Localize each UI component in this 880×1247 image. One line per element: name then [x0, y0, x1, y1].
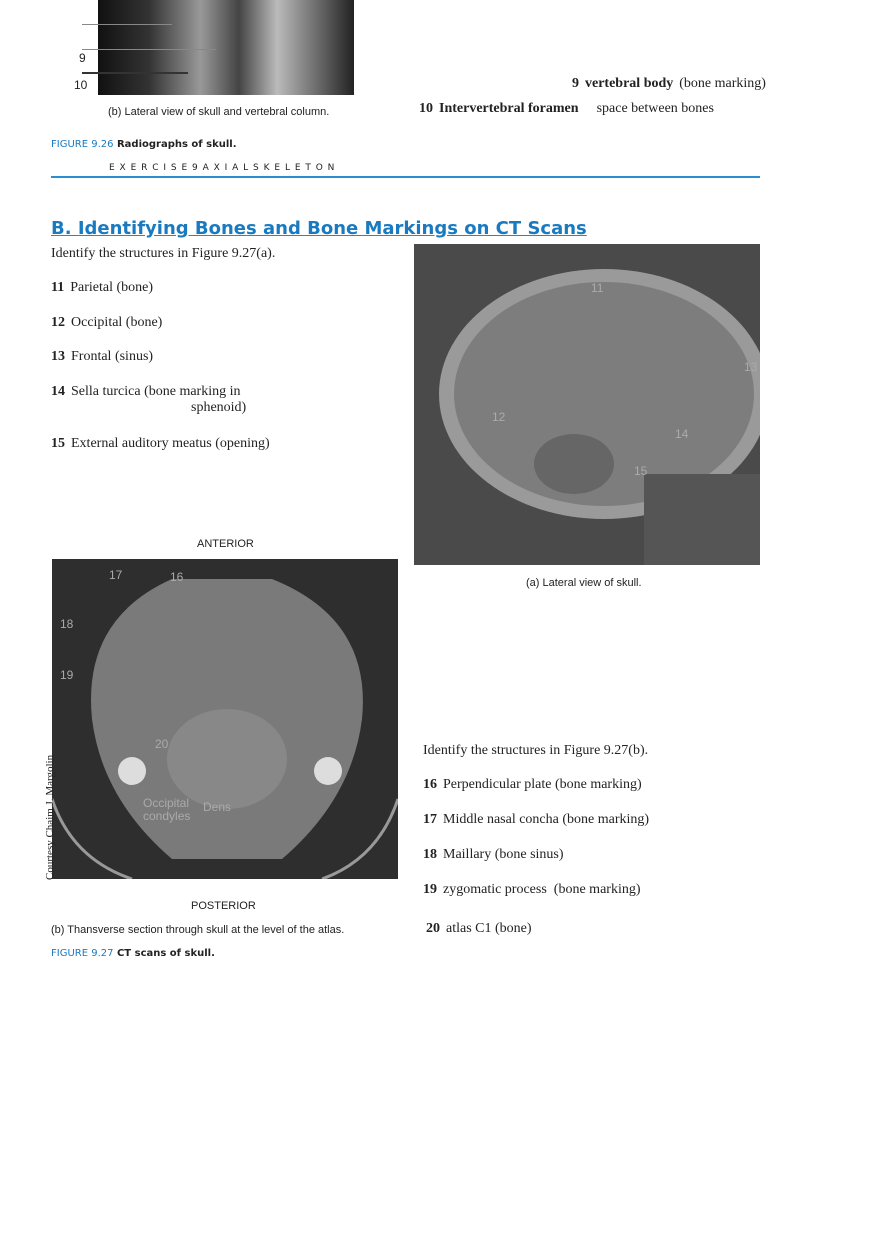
part-a-intro: Identify the structures in Figure 9.27(a).	[51, 246, 276, 261]
section-title: B. Identifying Bones and Bone Markings on CT Scans	[51, 218, 587, 239]
answer-19: 19 zygomatic process (bone marking)	[423, 882, 641, 897]
caption-9-26b: (b) Lateral view of skull and vertebral column.	[108, 106, 330, 118]
running-header: E X E R C I S E 9 A X I A L S K E L E T O N	[109, 163, 336, 173]
answer-13: 13 Frontal (sinus)	[51, 349, 154, 364]
image-label-17: 17	[109, 568, 123, 582]
dens-label: Dens	[203, 800, 232, 814]
answer-12: 12 Occipital (bone)	[51, 315, 163, 330]
skull-shape	[414, 244, 760, 565]
image-label-11: 11	[591, 281, 604, 295]
caption-9-27a: (a) Lateral view of skull.	[526, 577, 642, 589]
leader-line	[82, 72, 188, 74]
answer-9: 9 vertebral body (bone marking)	[572, 76, 766, 91]
radiograph-lateral-image	[98, 0, 354, 95]
label-10: 10	[74, 78, 88, 92]
answer-18: 18 Maillary (bone sinus)	[423, 847, 564, 862]
answer-15: 15 External auditory meatus (opening)	[51, 436, 270, 451]
posterior-label: POSTERIOR	[191, 900, 256, 912]
image-label-13: 13	[744, 360, 758, 374]
leader-line	[82, 49, 216, 50]
answer-17: 17 Middle nasal concha (bone marking)	[423, 812, 650, 827]
part-b-intro: Identify the structures in Figure 9.27(b).	[423, 743, 649, 758]
ct-transverse-image	[52, 559, 398, 879]
image-label-16: 16	[170, 570, 184, 584]
label-9: 9	[79, 51, 86, 65]
image-label-20: 20	[155, 737, 169, 751]
ct-lateral-skull-image	[414, 244, 760, 565]
occipital-condyles-label: Occipital condyles	[143, 796, 191, 823]
image-credit: Courtesy Chaim J. Margolin	[44, 754, 56, 880]
answer-10: 10 Intervertebral foramen space between bones	[419, 101, 714, 116]
image-label-19: 19	[60, 668, 74, 682]
image-label-15: 15	[634, 464, 648, 478]
anterior-label: ANTERIOR	[197, 538, 254, 550]
figure-9-27-caption: FIGURE 9.27 CT scans of skull.	[51, 948, 215, 959]
image-label-12: 12	[492, 410, 506, 424]
transverse-section-shape	[52, 559, 398, 879]
header-rule	[51, 176, 760, 178]
figure-9-26-caption: FIGURE 9.26 Radiographs of skull.	[51, 139, 237, 150]
answer-14: 14 Sella turcica (bone marking in sphenoid)	[51, 384, 247, 415]
leader-line	[82, 24, 172, 25]
image-label-18: 18	[60, 617, 74, 631]
caption-9-27b: (b) Thansverse section through skull at the level of the atlas.	[51, 924, 345, 936]
answer-16: 16 Perpendicular plate (bone marking)	[423, 777, 642, 792]
answer-11: 11 Parietal (bone)	[51, 280, 154, 295]
answer-20: 20 atlas C1 (bone)	[426, 921, 532, 936]
image-label-14: 14	[675, 427, 689, 441]
